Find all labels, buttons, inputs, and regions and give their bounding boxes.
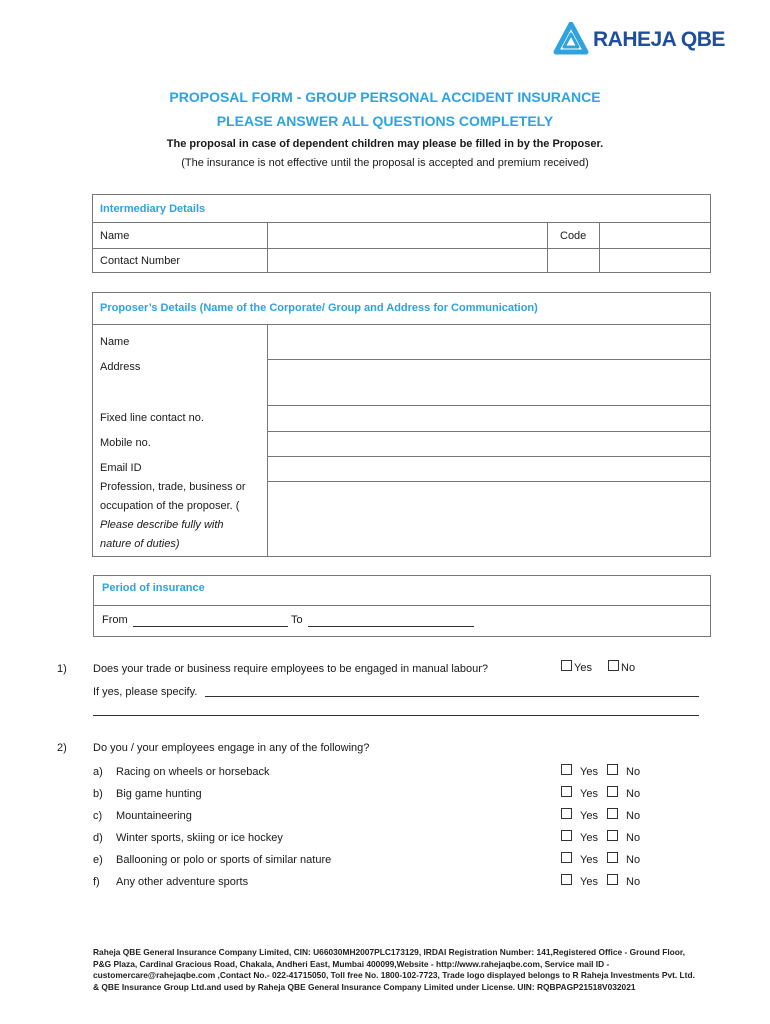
q2c-no-checkbox[interactable] <box>607 808 618 819</box>
item-text: Mountaineering <box>116 810 192 822</box>
no-label: No <box>626 854 641 866</box>
item-letter: b) <box>93 788 103 800</box>
q2e-no-checkbox[interactable] <box>607 852 618 863</box>
period-from-label: From <box>102 614 128 626</box>
company-logo <box>553 22 733 58</box>
period-from-field[interactable] <box>133 626 288 627</box>
proposer-address-field[interactable] <box>268 360 710 405</box>
effectiveness-note: (The insurance is not effective until the proposal is accepted and premium received) <box>181 157 589 169</box>
q2d-no-checkbox[interactable] <box>607 830 618 841</box>
q1-specify-label: If yes, please specify. <box>93 686 198 698</box>
email-field[interactable] <box>268 457 710 481</box>
period-heading: Period of insurance <box>102 582 205 594</box>
item-text: Any other adventure sports <box>116 876 249 888</box>
intermediary-contact-label: Contact Number <box>100 255 181 267</box>
mobile-label: Mobile no. <box>100 437 151 449</box>
raheja-qbe-logo-icon <box>553 22 589 58</box>
q2b-no-checkbox[interactable] <box>607 786 618 797</box>
q2f-no-checkbox[interactable] <box>607 874 618 885</box>
profession-label-line4: nature of duties) <box>100 538 180 550</box>
form-subtitle: PLEASE ANSWER ALL QUESTIONS COMPLETELY <box>216 113 554 129</box>
item-letter: a) <box>93 766 103 778</box>
q2e-yes-checkbox[interactable] <box>561 852 572 863</box>
no-label: No <box>626 876 641 888</box>
proposer-address-label: Address <box>100 361 141 373</box>
dependent-note: The proposal in case of dependent children may please be filled in by the Proposer. <box>166 138 604 150</box>
intermediary-code-field[interactable] <box>600 223 710 248</box>
q1-yes-label: Yes <box>574 662 592 674</box>
no-label: No <box>626 788 641 800</box>
item-text: Racing on wheels or horseback <box>116 766 270 778</box>
q2a-yes-checkbox[interactable] <box>561 764 572 775</box>
q2a-no-checkbox[interactable] <box>607 764 618 775</box>
item-letter: f) <box>93 876 100 888</box>
form-title: PROPOSAL FORM - GROUP PERSONAL ACCIDENT INSURANCE <box>169 89 601 105</box>
q1-no-label: No <box>621 662 636 674</box>
intermediary-name-label: Name <box>100 230 130 242</box>
intermediary-contact-field[interactable] <box>268 249 547 272</box>
fixed-line-label: Fixed line contact no. <box>100 412 204 424</box>
period-to-label: To <box>291 614 303 626</box>
period-to-field[interactable] <box>308 626 474 627</box>
intermediary-name-field[interactable] <box>268 223 547 248</box>
question-text: Does your trade or business require employees to be engaged in manual labour? <box>93 663 489 675</box>
yes-label: Yes <box>580 788 598 800</box>
item-text: Ballooning or polo or sports of similar nature <box>116 854 332 866</box>
q2d-yes-checkbox[interactable] <box>561 830 572 841</box>
item-letter: c) <box>93 810 103 822</box>
fixed-line-field[interactable] <box>268 406 710 431</box>
q2f-yes-checkbox[interactable] <box>561 874 572 885</box>
yes-label: Yes <box>580 854 598 866</box>
q2b-yes-checkbox[interactable] <box>561 786 572 797</box>
yes-label: Yes <box>580 766 598 778</box>
item-text: Big game hunting <box>116 788 202 800</box>
q1-yes-checkbox[interactable] <box>561 660 572 671</box>
q1-specify-field-line2[interactable] <box>93 715 699 716</box>
question-number: 2) <box>57 742 67 754</box>
divider <box>547 222 548 273</box>
profession-label-line3: Please describe fully with <box>100 519 224 531</box>
profession-label-line1: Profession, trade, business or <box>100 481 246 493</box>
no-label: No <box>626 766 641 778</box>
item-letter: e) <box>93 854 103 866</box>
question-text: Do you / your employees engage in any of the following? <box>93 742 370 754</box>
yes-label: Yes <box>580 810 598 822</box>
profession-field[interactable] <box>268 482 710 556</box>
brand-name: RAHEJA QBE <box>593 28 725 51</box>
company-footer: Raheja QBE General Insurance Company Limited, CIN: U66030MH2007PLC173129, IRDAI Registration Number: 141,Registered Office - Ground Floor, P&G Plaza, Cardinal Gracious Road, Chakala, Andheri East, Mumbai 400099,Website - http://www.rahejaqbe.com, Service mail ID - customercare@rahejaqbe.com ,Contact No.- 022-41715050, Toll free No. 1800-102-7723, Trade logo displayed belongs to R Raheja Investments Pvt. Ltd. & QBE Insurance Group Ltd.and used by Raheja QBE General Insurance Company Limited under License. UIN: RQBPAGP21518V032021 <box>93 947 695 992</box>
proposer-heading: Proposer’s Details (Name of the Corporate/ Group and Address for Communication) <box>100 302 538 314</box>
q2c-yes-checkbox[interactable] <box>561 808 572 819</box>
yes-label: Yes <box>580 876 598 888</box>
yes-label: Yes <box>580 832 598 844</box>
intermediary-code-label: Code <box>560 230 587 242</box>
item-text: Winter sports, skiing or ice hockey <box>116 832 283 844</box>
profession-label-line2: occupation of the proposer. ( <box>100 500 240 512</box>
no-label: No <box>626 810 641 822</box>
proposer-name-field[interactable] <box>268 325 710 359</box>
q1-no-checkbox[interactable] <box>608 660 619 671</box>
divider <box>93 605 711 606</box>
item-letter: d) <box>93 832 103 844</box>
no-label: No <box>626 832 641 844</box>
mobile-field[interactable] <box>268 432 710 456</box>
email-label: Email ID <box>100 462 142 474</box>
q1-specify-field[interactable] <box>205 696 699 697</box>
question-number: 1) <box>57 663 67 675</box>
intermediary-heading: Intermediary Details <box>100 203 206 215</box>
proposer-name-label: Name <box>100 336 130 348</box>
